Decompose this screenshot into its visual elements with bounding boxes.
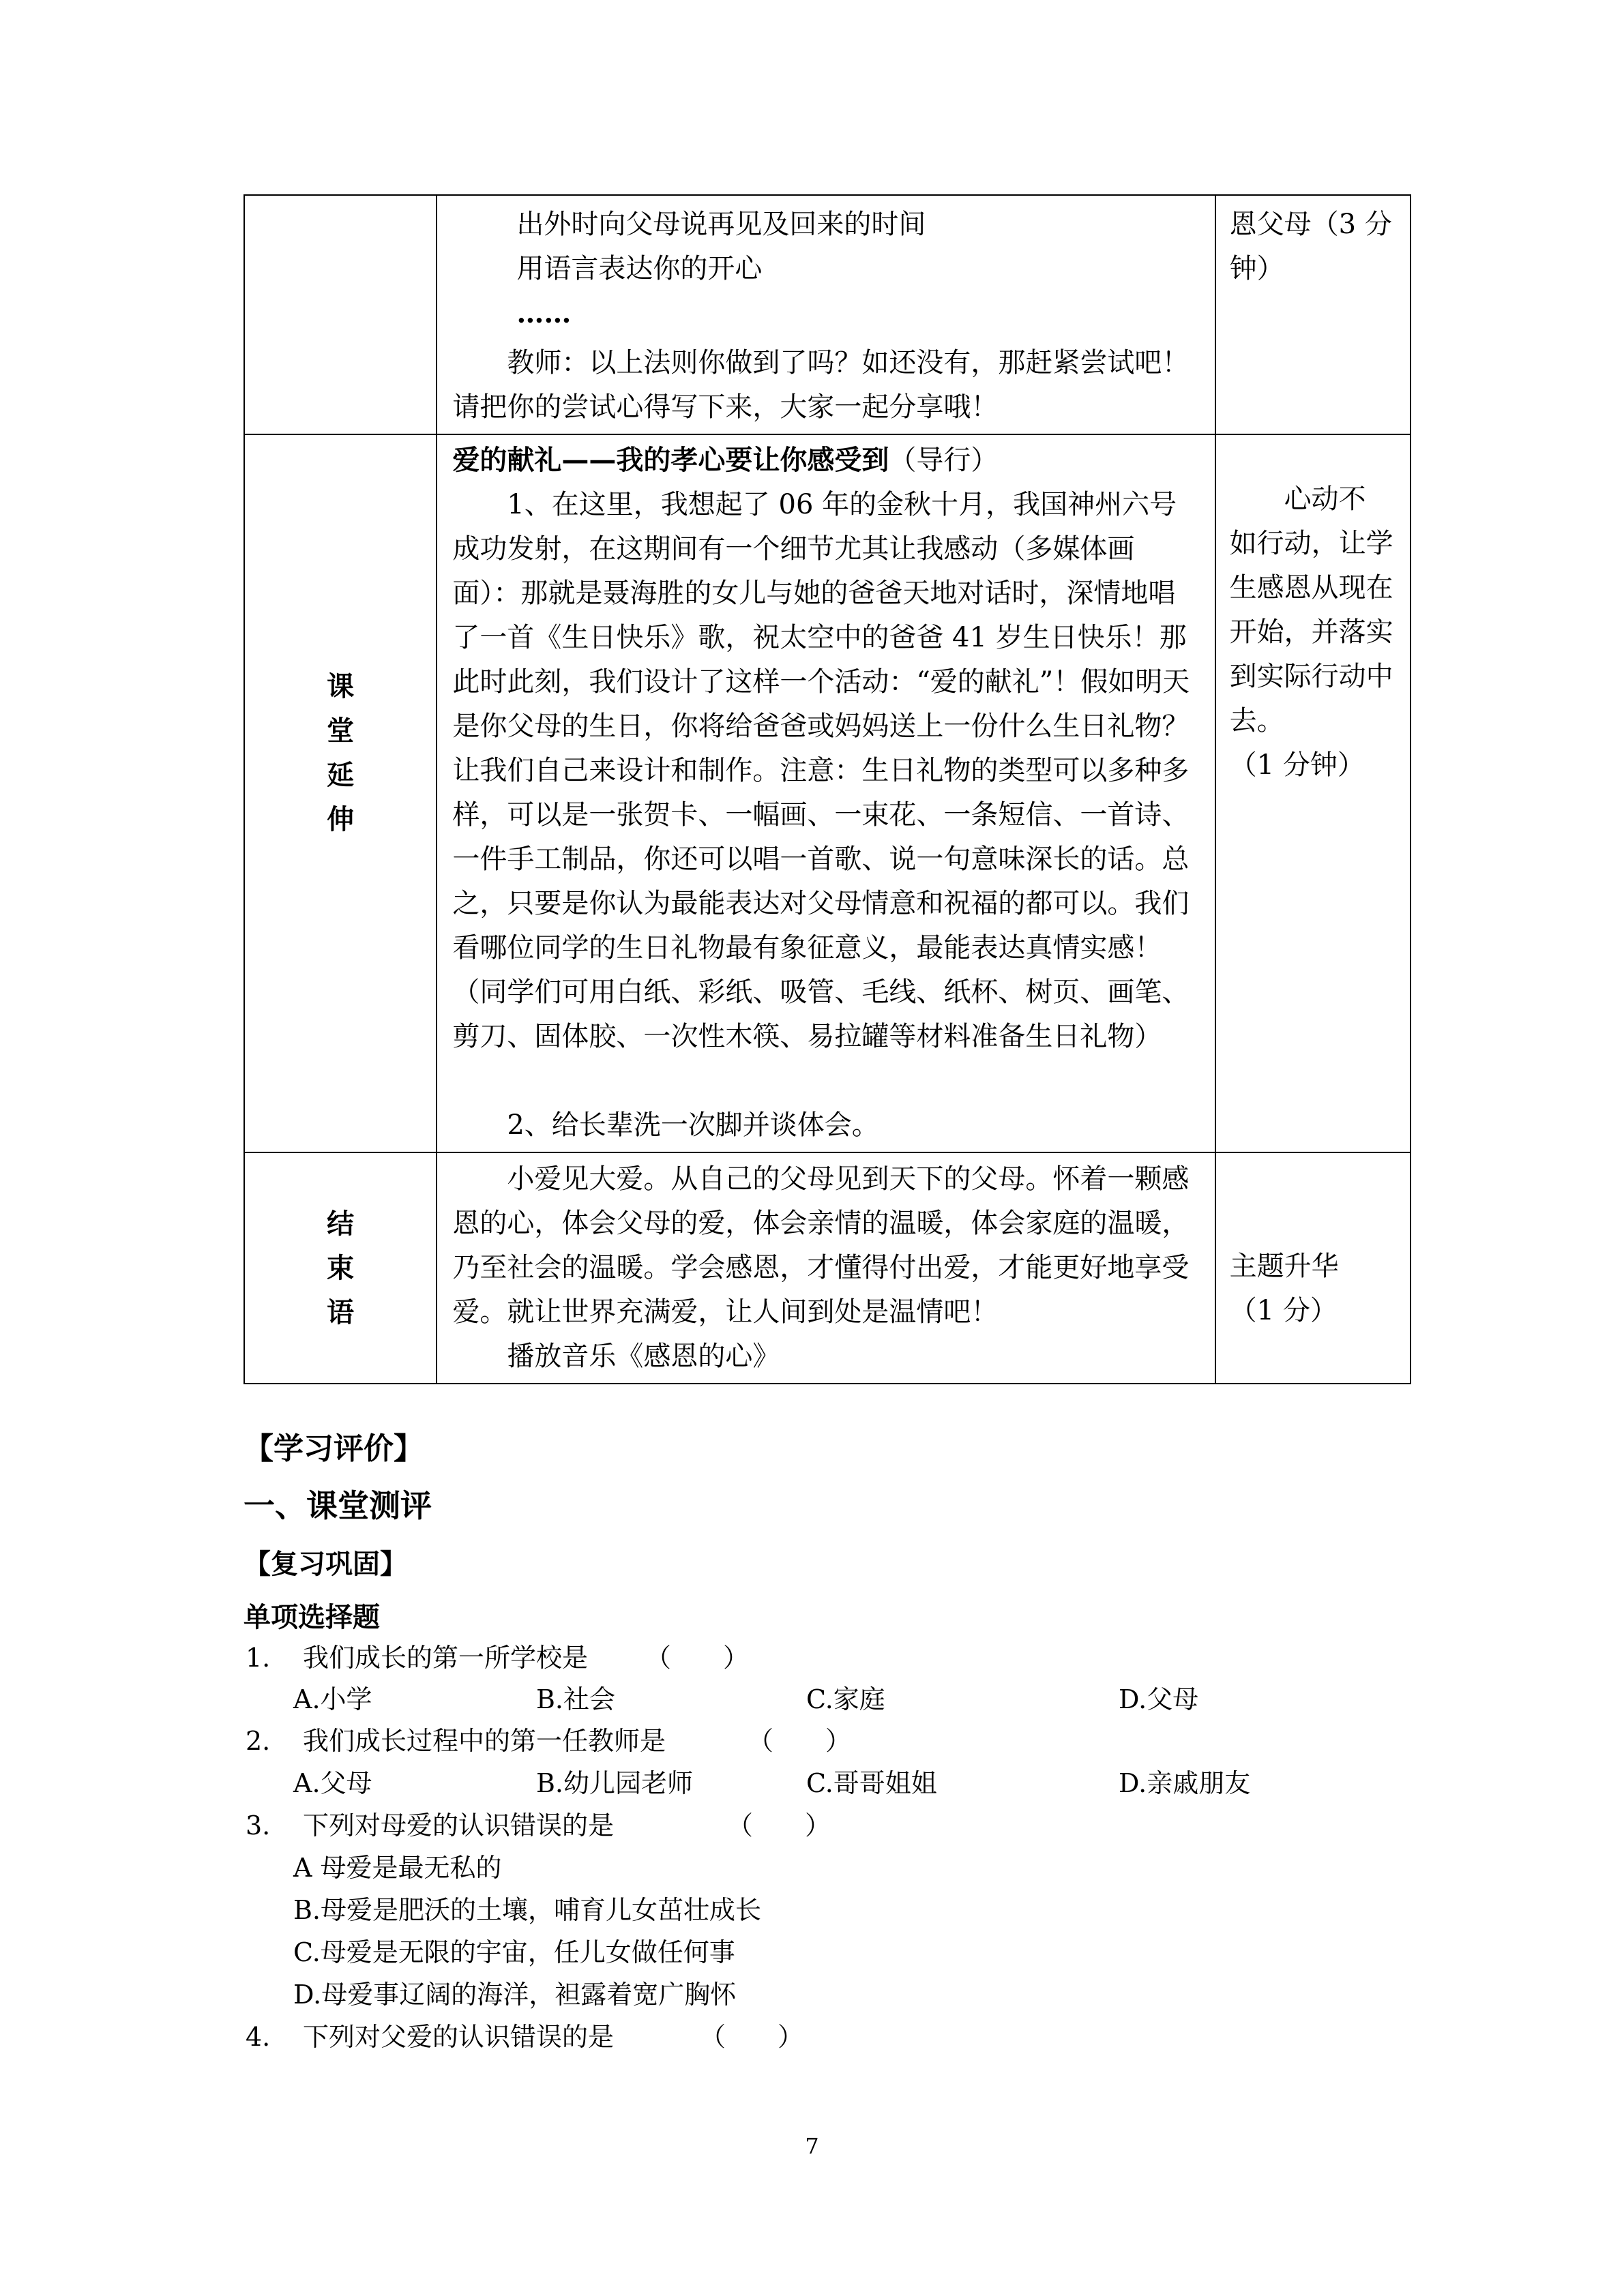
row-label-cell: [244, 434, 437, 1152]
option: A 母爱是最无私的: [293, 1853, 502, 1883]
question-number: 4.: [246, 2022, 271, 2052]
question-text: 下列对父爱的认识错误的是: [303, 2022, 615, 2052]
activity-heading: [452, 438, 1200, 483]
row-content-cell: [437, 434, 1215, 1152]
row-label-char: 结: [327, 1208, 355, 1240]
option: D.父母: [1119, 1684, 1199, 1714]
question-text: 我们成长过程中的第一任教师是: [303, 1726, 666, 1756]
row-note-cell: [1215, 434, 1411, 1152]
row-label-char: 伸: [327, 803, 355, 835]
option: A.小学: [293, 1684, 372, 1714]
note-time: （1 分钟）: [1229, 749, 1365, 781]
content-line: 出外时向父母说再见及回来的时间: [516, 209, 926, 240]
answer-blank: （ ）: [748, 1726, 852, 1756]
row-label-char: 堂: [327, 714, 355, 747]
section-heading-review: 【复习巩固】: [243, 1548, 407, 1580]
row-label-char: 课: [327, 670, 355, 702]
section-heading-eval: 【学习评价】: [243, 1431, 424, 1466]
table-row: [244, 195, 1411, 434]
table-row: [244, 434, 1411, 1152]
ellipsis: ……: [516, 297, 572, 329]
row-label-cell: [244, 1152, 437, 1384]
page-number: 7: [805, 2133, 819, 2159]
option: B.幼儿园老师: [536, 1768, 694, 1798]
activity-type: （导行）: [889, 445, 999, 476]
table-row: [244, 1152, 1411, 1384]
content-paragraph: 教师：以上法则你做到了吗？如还没有，那赶紧尝试吧！请把你的尝试心得写下来，大家一起分享哦！: [452, 347, 1190, 423]
question-text: 下列对母爱的认识错误的是: [303, 1810, 615, 1840]
section-heading-single-choice: 单项选择题: [243, 1601, 380, 1633]
note-text: 心动不: [1284, 483, 1366, 515]
question-number: 1.: [246, 1643, 271, 1673]
option: B.母爱是肥沃的土壤，哺育儿女茁壮成长: [293, 1895, 762, 1925]
answer-blank: （ ）: [700, 2022, 804, 2052]
content-line: 用语言表达你的开心: [516, 253, 763, 284]
option: C.母爱是无限的宇宙，任儿女做任何事: [293, 1937, 735, 1967]
note-text: 如行动，让学生感恩从现在开始，并落实到实际行动中去。: [1229, 528, 1393, 736]
row-note-cell: [1215, 1152, 1411, 1384]
row-label-char: 语: [327, 1296, 355, 1328]
option: C.哥哥姐姐: [806, 1768, 937, 1798]
option: C.家庭: [806, 1684, 885, 1714]
option: B.社会: [536, 1684, 616, 1714]
option: D.母爱事辽阔的海洋，袒露着宽广胸怀: [293, 1980, 737, 2010]
note-time: （1 分）: [1229, 1295, 1338, 1326]
note-text: 恩父母（3 分钟）: [1229, 209, 1392, 284]
content-paragraph: 小爱见大爱。从自己的父母见到天下的父母。怀着一颗感恩的心，体会父母的爱，体会亲情的温暖，体会家庭的温暖，乃至社会的温暖。学会感恩，才懂得付出爱，才能更好地享受爱。就让世界充满爱，让人间到处是温情吧！: [452, 1163, 1190, 1328]
row-label-char: 束: [327, 1252, 355, 1284]
activity-title: 爱的献礼——我的孝心要让你感受到: [452, 444, 889, 476]
content-paragraph: 2、给长辈洗一次脚并谈体会。: [507, 1109, 879, 1141]
row-content-cell: [437, 1152, 1215, 1384]
answer-blank: （ ）: [727, 1810, 831, 1840]
lesson-table: [243, 194, 1411, 1384]
question-number: 2.: [246, 1726, 271, 1756]
question-text: 我们成长的第一所学校是: [303, 1643, 589, 1673]
option: D.亲戚朋友: [1119, 1768, 1251, 1798]
row-content-cell: [437, 195, 1215, 434]
row-label-cell: [244, 195, 437, 434]
option: A.父母: [293, 1768, 372, 1798]
row-label-char: 延: [327, 758, 355, 791]
content-paragraph: 播放音乐《感恩的心》: [507, 1341, 780, 1372]
question-number: 3.: [246, 1810, 271, 1840]
section-heading-test: 一、课堂测评: [243, 1487, 432, 1524]
row-note-cell: [1215, 195, 1411, 434]
content-paragraph: 1、在这里，我想起了 06 年的金秋十月，我国神州六号成功发射，在这期间有一个细节尤其让我感动（多媒体画面）：那就是聂海胜的女儿与她的爸爸天地对话时，深情地唱了一首《生日快乐》歌，祝太空中的爸爸 41 岁生日快乐！那此时此刻，我们设计了这样一个活动：“爱的献礼”！假如明天是你父母的生日，你将给爸爸或妈妈送上一份什么生日礼物？让我们自己来设计和制作。注意：生日礼物的类型可以多种多样，可以是一张贺卡、一幅画、一束花、一条短信、一首诗、一件手工制品，你还可以唱一首歌、说一句意味深长的话。总之，只要是你认为最能表达对父母情意和祝福的都可以。我们看哪位同学的生日礼物最有象征意义，最能表达真情实感！（同学们可用白纸、彩纸、吸管、毛线、纸杯、树页、画笔、剪刀、固体胶、一次性木筷、易拉罐等材料准备生日礼物）: [452, 489, 1190, 1052]
note-text: 主题升华: [1229, 1251, 1339, 1282]
answer-blank: （ ）: [645, 1643, 750, 1673]
